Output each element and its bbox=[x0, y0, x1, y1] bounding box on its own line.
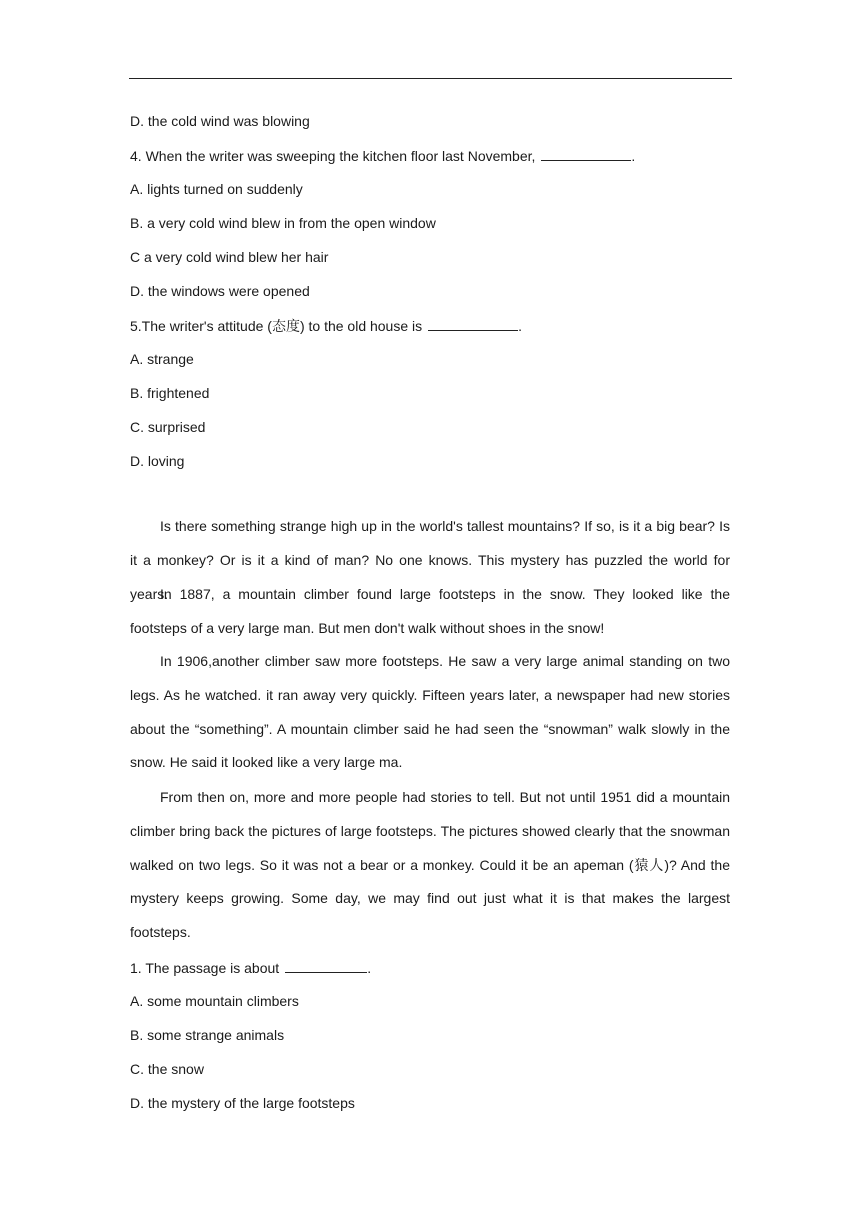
p2-q1-stem-line bbox=[130, 958, 371, 977]
q5-stem-line bbox=[130, 316, 522, 335]
q4-answer-blank bbox=[541, 146, 631, 161]
passage-paragraph: From then on, more and more people had stories to tell. But not until 1951 did a mountain climber bring back the pictures of large footsteps. The pictures showed clearly that the snowman walked on two legs. So it was not a bear or a monkey. Could it be an apeman (猿人)? And the mystery keeps growing. Some day, we may find out just what it is that makes the largest footsteps. bbox=[130, 789, 730, 941]
p2-q1-answer-blank bbox=[285, 958, 367, 973]
q4-option-c: C a very cold wind blew her hair bbox=[130, 249, 329, 265]
q5-option-d: D. loving bbox=[130, 453, 185, 469]
q4-stem-end: . bbox=[631, 148, 636, 164]
p2-q1-stem-end: . bbox=[367, 960, 372, 976]
p2-q1-stem: 1. The passage is about bbox=[130, 960, 280, 976]
q5-option-b: B. frightened bbox=[130, 385, 210, 401]
q3-option-d: D. the cold wind was blowing bbox=[130, 113, 310, 129]
q5-answer-blank bbox=[428, 316, 518, 331]
q5-stem-end: . bbox=[518, 318, 523, 334]
q4-option-a: A. lights turned on suddenly bbox=[130, 181, 303, 197]
p2-q1-option-a: A. some mountain climbers bbox=[130, 993, 299, 1009]
q4-option-d: D. the windows were opened bbox=[130, 283, 310, 299]
passage-paragraph: In 1887, a mountain climber found large footsteps in the snow. They looked like the footsteps of a very large man. But men don't walk without shoes in the snow! bbox=[130, 586, 730, 636]
q5-option-c: C. surprised bbox=[130, 419, 206, 435]
p2-q1-option-d: D. the mystery of the large footsteps bbox=[130, 1095, 355, 1111]
q5-stem: 5.The writer's attitude (态度) to the old house is bbox=[130, 318, 423, 334]
q4-option-b: B. a very cold wind blew in from the open window bbox=[130, 215, 436, 231]
q4-stem-line bbox=[130, 146, 635, 165]
header-rule bbox=[129, 78, 732, 79]
passage-paragraph: Is there something strange high up in the world's tallest mountains? If so, is it a big bear? Is it a monkey? Or is it a kind of man? No one knows. This mystery has puzzled the world for years. bbox=[130, 518, 730, 602]
p2-q1-option-c: C. the snow bbox=[130, 1061, 204, 1077]
q5-option-a: A. strange bbox=[130, 351, 194, 367]
p2-q1-option-b: B. some strange animals bbox=[130, 1027, 285, 1043]
passage-paragraph: In 1906,another climber saw more footsteps. He saw a very large animal standing on two legs. As he watched. it ran away very quickly. Fifteen years later, a newspaper had new stories about the “something”. A mountain climber said he had seen the “snowman” walk slowly in the snow. He said it looked like a very large ma. bbox=[130, 653, 730, 771]
q4-stem: 4. When the writer was sweeping the kitchen floor last November, bbox=[130, 148, 536, 164]
